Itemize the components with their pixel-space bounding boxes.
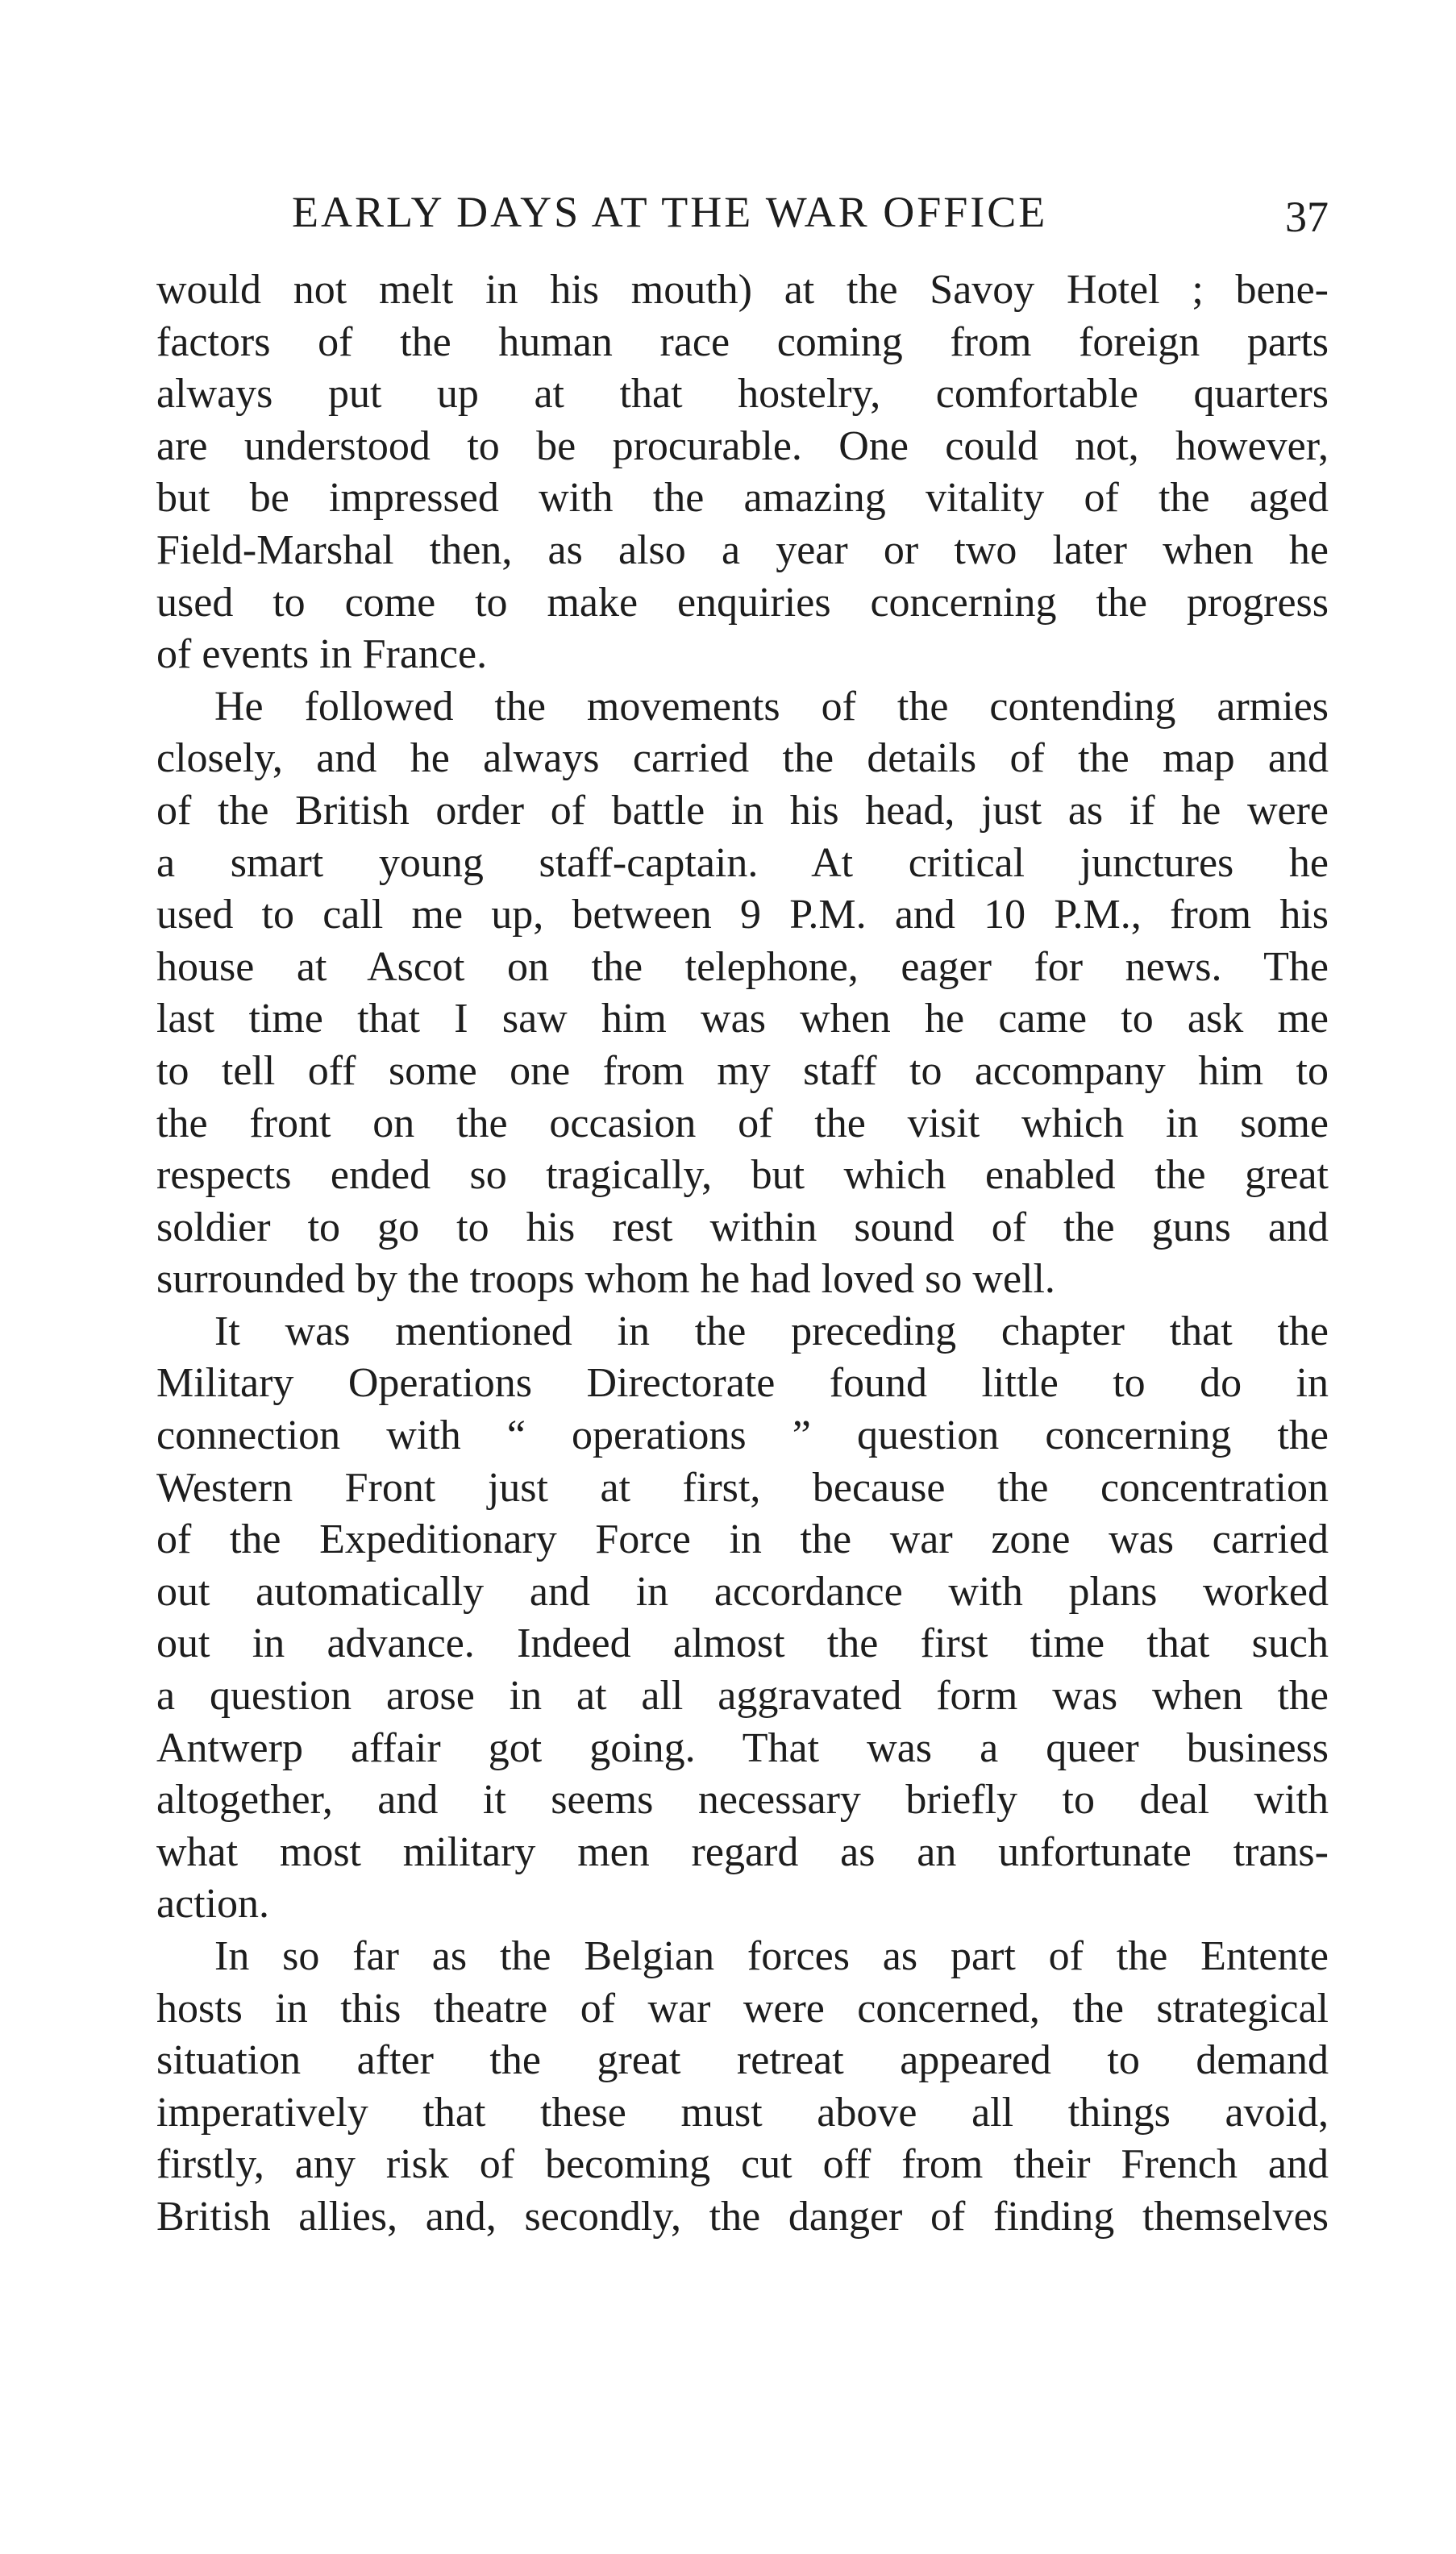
- text-line: a question arose in at all aggravated form was when the: [156, 1673, 1329, 1720]
- paragraph-4: [156, 1931, 1329, 2244]
- text-line: He followed the movements of the contending armies: [214, 683, 1329, 730]
- text-line: closely, and he always carried the details of the map and: [156, 735, 1329, 782]
- text-line: Field-Marshal then, as also a year or two later when he: [156, 526, 1329, 573]
- text-line: a smart young staff-captain. At critical junctures he: [156, 839, 1329, 886]
- text-line: are understood to be procurable. One could not, however,: [156, 422, 1329, 469]
- text-line: In so far as the Belgian forces as part of the Entente: [214, 1933, 1329, 1979]
- text-line: Military Operations Directorate found little to do in: [156, 1360, 1329, 1407]
- text-line: Western Front just at first, because the concentration: [156, 1464, 1329, 1511]
- text-line: British allies, and, secondly, the danger of finding themselves: [156, 2193, 1329, 2240]
- text-line: what most military men regard as an unfortunate trans-: [156, 1828, 1329, 1875]
- text-line: of the British order of battle in his head, just as if he were: [156, 787, 1329, 834]
- text-line: to tell off some one from my staff to accompany him to: [156, 1047, 1329, 1094]
- text-line: but be impressed with the amazing vitality of the aged: [156, 475, 1329, 522]
- paragraph-1: [156, 264, 1329, 681]
- text-line: hosts in this theatre of war were concerned, the strategical: [156, 1985, 1329, 2032]
- text-line: of the Expeditionary Force in the war zone was carried: [156, 1516, 1329, 1563]
- text-line: Antwerp affair got going. That was a queer business: [156, 1724, 1329, 1771]
- text-line: respects ended so tragically, but which enabled the great: [156, 1152, 1329, 1199]
- paragraph-3: [156, 1306, 1329, 1931]
- text-line: factors of the human race coming from foreign parts: [156, 318, 1329, 365]
- running-header: [156, 184, 1329, 240]
- text-line: out in advance. Indeed almost the first time that such: [156, 1620, 1329, 1667]
- body-text: [156, 264, 1329, 2244]
- text-line: altogether, and it seems necessary briefly to deal with: [156, 1777, 1329, 1824]
- text-line: It was mentioned in the preceding chapter that the: [214, 1308, 1329, 1354]
- text-line: situation after the great retreat appeared to demand: [156, 2037, 1329, 2084]
- text-line: out automatically and in accordance with plans worked: [156, 1568, 1329, 1615]
- text-line: firstly, any risk of becoming cut off from their French and: [156, 2141, 1329, 2188]
- text-line: used to come to make enquiries concerning the progress: [156, 579, 1329, 626]
- text-line: action.: [156, 1881, 270, 1928]
- paragraph-2: [156, 681, 1329, 1306]
- text-line: the front on the occasion of the visit which in some: [156, 1100, 1329, 1146]
- text-line: house at Ascot on the telephone, eager for news. The: [156, 943, 1329, 990]
- text-line: connection with “ operations ” question concerning the: [156, 1412, 1329, 1459]
- text-line: imperatively that these must above all things avoid,: [156, 2089, 1329, 2136]
- text-line: would not melt in his mouth) at the Savoy Hotel ; bene-: [156, 267, 1329, 313]
- text-line: always put up at that hostelry, comfortable quarters: [156, 371, 1329, 418]
- text-line: soldier to go to his rest within sound of the guns and: [156, 1204, 1329, 1250]
- running-title: EARLY DAYS AT THE WAR OFFICE: [292, 188, 1048, 236]
- text-line: of events in France.: [156, 631, 488, 678]
- page-number: 37: [1285, 193, 1329, 241]
- text-line: used to call me up, between 9 P.M. and 10 P.M., from his: [156, 892, 1329, 938]
- text-line: surrounded by the troops whom he had loved so well.: [156, 1256, 1055, 1303]
- text-line: last time that I saw him was when he came to ask me: [156, 996, 1329, 1042]
